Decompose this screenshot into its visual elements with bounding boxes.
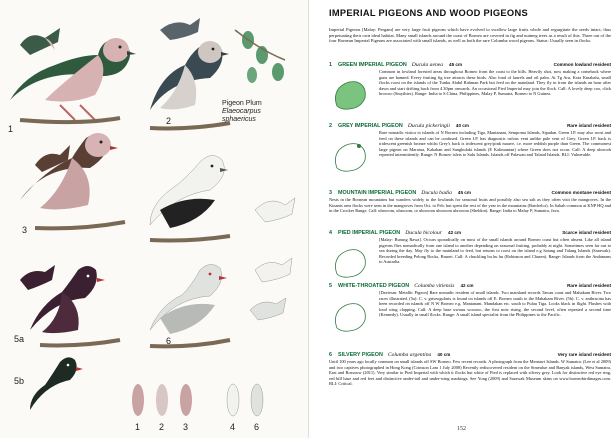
plate-label-small-6: 6 bbox=[254, 422, 260, 432]
range-map-4 bbox=[329, 244, 371, 280]
species-heading: 6 SILVERY PIGEON Columba argentina 40 cm Very rare island resident bbox=[329, 352, 611, 358]
intro-paragraph: Imperial Pigeons [Malay: Pergam] are very large fruit pigeons which have evolved to swallow large fruits whole and regurgitate the seeds intact, thus perpetuating their own ideal habitat. Many small islands around the coast of Borneo are covered in fig and nutmeg trees as a result of this. Three out of the four Bornean Imperial Pigeons are associated with small islands, as well as both the rare Columba wood pigeons. Status: Usually seen in flocks. bbox=[329, 27, 611, 44]
species-entry bbox=[329, 123, 611, 158]
text-page bbox=[309, 0, 616, 438]
plate-label-1: 1 bbox=[8, 124, 14, 134]
plum-label: Pigeon Plum Elaeocarpus sphaericus bbox=[222, 100, 262, 123]
plate-label-4: 4 bbox=[178, 206, 184, 216]
species-heading: 4 PIED IMPERIAL PIGEON Ducula bicolour 42 cm Scarce island resident bbox=[329, 230, 611, 236]
plate-label-small-2: 2 bbox=[159, 422, 165, 432]
bird-6-illustration bbox=[150, 264, 230, 346]
page-number: 152 bbox=[457, 426, 466, 432]
species-heading: 2 GREY IMPERIAL PIGEON Ducula pickeringii 40 cm Rare island resident bbox=[329, 123, 611, 129]
plate-label-5a: 5a bbox=[14, 334, 25, 344]
bird-3-illustration bbox=[20, 133, 125, 228]
species-heading: 3 MOUNTAIN IMPERIAL PIGEON Ducula badia 45 cm Common montane resident bbox=[329, 190, 611, 196]
plate-label-small-3: 3 bbox=[183, 422, 189, 432]
species-entry bbox=[329, 190, 611, 214]
range-map-5 bbox=[329, 298, 371, 334]
plate-label-5b: 5b bbox=[14, 376, 25, 386]
plate-label-small-4: 4 bbox=[230, 422, 236, 432]
bird-2-illustration bbox=[150, 41, 230, 128]
plate-label-3: 3 bbox=[22, 225, 28, 235]
bird-4-illustration bbox=[150, 155, 230, 240]
page-title: IMPERIAL PIGEONS AND WOOD PIGEONS bbox=[329, 8, 528, 18]
small-birds-row bbox=[132, 384, 263, 416]
species-entry bbox=[329, 352, 611, 387]
species-entry bbox=[329, 283, 611, 318]
species-heading: 1 GREEN IMPERIAL PIGEON Ducula aenea 45 cm Common lowland resident bbox=[329, 62, 611, 68]
range-map-2 bbox=[329, 138, 371, 174]
pigeon-plum-illustration bbox=[235, 30, 285, 83]
plate-label-small-1: 1 bbox=[135, 422, 141, 432]
species-entry bbox=[329, 230, 611, 265]
range-map-1 bbox=[329, 76, 371, 112]
species-heading: 5 WHITE-THROATED PIGEON Columba vitiensis 42 cm Rare island resident bbox=[329, 283, 611, 289]
species-text: [Malay: Burung Rawa]. Occurs sporadically on most of the small islands around Borneo coast but often absent. Like all island pigeons flies nomadically from one island to another depending on seasonal fruiting, probably at night. Sometimes seen far out to sea during the day. May fly to the mainland to feed, but returns to roost on the island e.g Satang and Talang Islands (Sarawak). Recorded breeding Pelong Rocks, Brunei. Call: A chuckling hu hu hu (Robinson and Chasen). Range: Islands from the Andamans to Australia. bbox=[379, 237, 611, 265]
species-text: Rare nomadic visitor to islands of N Borneo including Tiga, Mantanani, Sempoma Islands, Sipadan. Green I.P. may also roost and feed on these islands and can be confused. Green I.P. has diagnostic rufous vent unlike pale vent of Grey. Green I.P. back is iridescent greenish bronze whilst Grey's back is iridescent grey/pink mauve, i.e. more reddish purple than Green. The commonest large pigeon on Maratua, Kakaban and Sangkulaki islands (E Kalimantan) where Green does not occur. Call: A deep uhrrooh repeated intermittently. Range: N Borneo islets to Sulu Islands. Islands off Palawan and Talaud Islands. BLI: Vulnerable. bbox=[379, 130, 611, 158]
bird-5b-illustration bbox=[30, 357, 83, 410]
species-text: Common in lowland forested areas throughout Borneo from the coast to the hills. Heavily shot, now making a comeback where guns are banned. Every fruiting fig tree attracts these birds. Also fond of laurels and oil palm. At Tg Aru, Kota Kinabalu, small flocks roost on the islands of the Tunku Abdul Rahman Park but feed on the mainland. They fly in from the islands an hour after dawn and start drifting back from 4.30pm onwards. An occasional Pied Imperial may join the flock. Call: A lovely deep coo, click hrowoo (Smythies). Range: India to S.China, Philippines, Malay P, Sumatra, Borneo to N Guinea. bbox=[379, 69, 611, 97]
plate-label-2: 2 bbox=[166, 116, 172, 126]
species-entry bbox=[329, 62, 611, 97]
species-text: Until 100 years ago locally common on small islands off SW Borneo. Few recent records. A photograph from the Mentawi Islands. W Sumatra. (Lee et al 2009) and two captives photographed in Hong Kong (Crimson Lam 1 July 2008) Recently rediscovered resident on the Simeulue and Banyak islands, West Sumatra, East and Rossouw (2011). Very similar to Pied Imperial with which it flocks but white of Pied is replaced with silvery grey. Look for distinctive red eye ring, red bill base and red feet and distinctive under-tail and under-wing markings. See Yong (2009) and Sarawak Museum skins on www.borneobirdimages.com. BLI: Critical. bbox=[329, 359, 611, 387]
species-text: Nests in the Bornean mountains but wanders widely to the lowlands for seasonal fruits and possibly also sea salt as they often visit the mangroves. In the Kinanis area flocks were seen in the mangroves from Oct. to Feb. but spent the rest of the year in the mountains (Batchelor). In Sabah common at KNP HQ and in the Crocker Range. Call: uhrooom, uhrooom, or uhrooom uhrooom uhrooom (Sheldon). Range: India to Malay P, Sumatra, Java. bbox=[329, 197, 611, 214]
plate-label-6: 6 bbox=[166, 336, 172, 346]
species-text: [Daviesm: Metallic Pigeon] Rare nomadic resident of small islands. Two mainland records Tawau coast and Mahakam River. Two races illustrated. (5a): C. v. griseogularis is found on islands off E. Borneo south to the Mahakam River. (5b): C. v. anthracina has been recorded on islands off N W Borneo e.g. Mantanani, Mandakan etc. south to Pulau Tiga. Looks black in flight. Flushes with loud wing clapping. Call: A deep base uwuuu wooooo, the first note rising, the second level, often repeated a second time (Kennedy). Usually in small flocks. Range: A small island specialist from the Philippines to the Pacific. bbox=[379, 290, 611, 318]
